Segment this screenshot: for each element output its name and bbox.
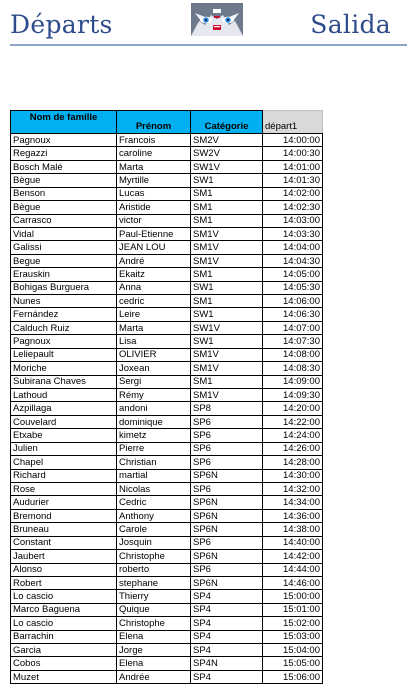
- cell-first-name: Anthony: [117, 509, 191, 522]
- cell-first-name: Cedric: [117, 496, 191, 509]
- cell-last-name: Calduch Ruiz: [11, 321, 117, 334]
- cell-first-name: Jorge: [117, 644, 191, 657]
- cell-first-name: OLIVIER: [117, 348, 191, 361]
- table-row: [11, 644, 323, 657]
- col-header-category: Catégorie: [191, 111, 263, 134]
- col-header-last-name: Nom de famille: [11, 111, 117, 134]
- cell-start-time: 14:08:00: [263, 348, 323, 361]
- header-divider: [10, 44, 407, 46]
- table-row: [11, 550, 323, 563]
- cell-category: SP4: [191, 670, 263, 683]
- cell-category: SM1V: [191, 227, 263, 240]
- cell-last-name: Leliepault: [11, 348, 117, 361]
- cell-category: SP6N: [191, 509, 263, 522]
- cell-category: SM2V: [191, 134, 263, 147]
- cell-last-name: Alonso: [11, 563, 117, 576]
- cell-category: SM1: [191, 295, 263, 308]
- table-row: [11, 214, 323, 227]
- cell-category: SP6: [191, 429, 263, 442]
- table-row: [11, 389, 323, 402]
- cell-first-name: Rémy: [117, 389, 191, 402]
- cell-first-name: Nicolas: [117, 482, 191, 495]
- cell-last-name: Regazzi: [11, 147, 117, 160]
- table-row: [11, 295, 323, 308]
- table-row: [11, 415, 323, 428]
- cell-start-time: 14:02:00: [263, 187, 323, 200]
- cell-first-name: victor: [117, 214, 191, 227]
- cell-last-name: Subirana Chaves: [11, 375, 117, 388]
- cell-start-time: 15:01:00: [263, 603, 323, 616]
- cell-category: SW1V: [191, 160, 263, 173]
- table-row: [11, 469, 323, 482]
- cell-last-name: Lo cascio: [11, 590, 117, 603]
- cell-start-time: 14:06:30: [263, 308, 323, 321]
- table-row: [11, 482, 323, 495]
- cell-last-name: Barrachin: [11, 630, 117, 643]
- cell-category: SP4N: [191, 657, 263, 670]
- table-row: [11, 375, 323, 388]
- cell-start-time: 14:04:30: [263, 254, 323, 267]
- cell-category: SM1V: [191, 241, 263, 254]
- cell-last-name: Bègue: [11, 201, 117, 214]
- cell-category: SP4: [191, 644, 263, 657]
- cell-start-time: 15:06:00: [263, 670, 323, 683]
- table-row: [11, 174, 323, 187]
- cell-first-name: André: [117, 254, 191, 267]
- cell-start-time: 14:40:00: [263, 536, 323, 549]
- cell-last-name: Bruneau: [11, 523, 117, 536]
- cell-first-name: cedric: [117, 295, 191, 308]
- cell-first-name: stephane: [117, 576, 191, 589]
- cell-first-name: Thierry: [117, 590, 191, 603]
- cell-start-time: 14:38:00: [263, 523, 323, 536]
- cell-last-name: Azpillaga: [11, 402, 117, 415]
- cell-start-time: 14:08:30: [263, 362, 323, 375]
- cell-first-name: JEAN LOU: [117, 241, 191, 254]
- cell-last-name: Marco Baguena: [11, 603, 117, 616]
- cell-last-name: Begue: [11, 254, 117, 267]
- table-row: [11, 576, 323, 589]
- cell-start-time: 14:05:30: [263, 281, 323, 294]
- cell-start-time: 14:42:00: [263, 550, 323, 563]
- cell-category: SP6N: [191, 496, 263, 509]
- table-row: [11, 268, 323, 281]
- cell-last-name: Rose: [11, 482, 117, 495]
- cell-category: SM1V: [191, 348, 263, 361]
- cell-last-name: Cobos: [11, 657, 117, 670]
- cell-category: SP4: [191, 590, 263, 603]
- cell-first-name: Josquin: [117, 536, 191, 549]
- cell-first-name: Lisa: [117, 335, 191, 348]
- departs-title: Départs: [10, 10, 113, 39]
- cell-start-time: 14:22:00: [263, 415, 323, 428]
- cell-start-time: 14:01:30: [263, 174, 323, 187]
- cell-first-name: andoni: [117, 402, 191, 415]
- cell-start-time: 14:36:00: [263, 509, 323, 522]
- table-row: [11, 134, 323, 147]
- table-row: [11, 201, 323, 214]
- cell-first-name: Andrée: [117, 670, 191, 683]
- table-row: [11, 523, 323, 536]
- table-row: [11, 496, 323, 509]
- cell-start-time: 14:06:00: [263, 295, 323, 308]
- cell-last-name: Bohigas Burguera: [11, 281, 117, 294]
- table-row: [11, 456, 323, 469]
- table-row: [11, 254, 323, 267]
- table-row: [11, 187, 323, 200]
- cell-last-name: Erauskin: [11, 268, 117, 281]
- table-row: [11, 617, 323, 630]
- cell-category: SW1V: [191, 321, 263, 334]
- cell-category: SM1: [191, 268, 263, 281]
- cell-category: SM1: [191, 201, 263, 214]
- cell-first-name: Marta: [117, 160, 191, 173]
- cell-category: SW1: [191, 174, 263, 187]
- cell-start-time: 14:24:00: [263, 429, 323, 442]
- cell-start-time: 14:46:00: [263, 576, 323, 589]
- cell-start-time: 14:01:00: [263, 160, 323, 173]
- table-row: [11, 335, 323, 348]
- cell-category: SW1: [191, 335, 263, 348]
- cell-start-time: 14:44:00: [263, 563, 323, 576]
- cell-first-name: Elena: [117, 630, 191, 643]
- cell-category: SP4: [191, 617, 263, 630]
- cell-category: SM1: [191, 214, 263, 227]
- cell-start-time: 14:07:00: [263, 321, 323, 334]
- cell-last-name: Bosch Malé: [11, 160, 117, 173]
- cell-start-time: 14:09:00: [263, 375, 323, 388]
- cell-category: SP4: [191, 603, 263, 616]
- cell-category: SP6: [191, 563, 263, 576]
- table-row: [11, 227, 323, 240]
- cell-start-time: 15:03:00: [263, 630, 323, 643]
- cell-first-name: Christophe: [117, 617, 191, 630]
- cell-category: SP6N: [191, 469, 263, 482]
- cell-last-name: Muzet: [11, 670, 117, 683]
- cell-category: SW1: [191, 281, 263, 294]
- cell-category: SP6: [191, 536, 263, 549]
- cell-first-name: dominique: [117, 415, 191, 428]
- cell-last-name: Vidal: [11, 227, 117, 240]
- cell-first-name: Paul-Etienne: [117, 227, 191, 240]
- cell-first-name: roberto: [117, 563, 191, 576]
- cell-category: SP6N: [191, 576, 263, 589]
- cell-category: SM1: [191, 375, 263, 388]
- cell-first-name: caroline: [117, 147, 191, 160]
- cell-category: SP6: [191, 482, 263, 495]
- cell-last-name: Garcia: [11, 644, 117, 657]
- cell-last-name: Fernández: [11, 308, 117, 321]
- cell-start-time: 14:09:30: [263, 389, 323, 402]
- cell-first-name: Elena: [117, 657, 191, 670]
- col-header-first-name: Prénom: [117, 111, 191, 134]
- table-row: [11, 429, 323, 442]
- table-row: [11, 147, 323, 160]
- cell-start-time: 14:05:00: [263, 268, 323, 281]
- cell-last-name: Nunes: [11, 295, 117, 308]
- table-row: [11, 590, 323, 603]
- cell-first-name: Christophe: [117, 550, 191, 563]
- cell-start-time: 15:02:00: [263, 617, 323, 630]
- col-header-start-time: départ1: [263, 111, 323, 134]
- table-row: [11, 402, 323, 415]
- cell-first-name: Ekaitz: [117, 268, 191, 281]
- cell-last-name: Chapel: [11, 456, 117, 469]
- cell-start-time: 14:04:00: [263, 241, 323, 254]
- cell-last-name: Etxabe: [11, 429, 117, 442]
- cell-last-name: Lo cascio: [11, 617, 117, 630]
- cell-category: SM1V: [191, 362, 263, 375]
- cell-start-time: 14:32:00: [263, 482, 323, 495]
- cell-start-time: 14:03:00: [263, 214, 323, 227]
- table-row: [11, 670, 323, 683]
- table-row: [11, 160, 323, 173]
- table-row: [11, 603, 323, 616]
- table-row: [11, 321, 323, 334]
- cell-last-name: Pagnoux: [11, 134, 117, 147]
- table-body: [11, 134, 323, 684]
- cell-last-name: Carrasco: [11, 214, 117, 227]
- cell-first-name: Francois: [117, 134, 191, 147]
- cell-first-name: Pierre: [117, 442, 191, 455]
- table-row: [11, 536, 323, 549]
- cell-category: SP6N: [191, 523, 263, 536]
- cell-last-name: Moriche: [11, 362, 117, 375]
- salida-title: Salida: [310, 10, 391, 39]
- cell-category: SP6: [191, 456, 263, 469]
- cell-last-name: Jaubert: [11, 550, 117, 563]
- cell-start-time: 14:00:30: [263, 147, 323, 160]
- cell-last-name: Lathoud: [11, 389, 117, 402]
- cell-start-time: 15:04:00: [263, 644, 323, 657]
- table-row: [11, 630, 323, 643]
- cell-last-name: Julien: [11, 442, 117, 455]
- cell-category: SM1V: [191, 254, 263, 267]
- cell-start-time: 15:05:00: [263, 657, 323, 670]
- cell-last-name: Constant: [11, 536, 117, 549]
- cell-last-name: Benson: [11, 187, 117, 200]
- cell-start-time: 15:00:00: [263, 590, 323, 603]
- cell-first-name: Lucas: [117, 187, 191, 200]
- cell-start-time: 14:02:30: [263, 201, 323, 214]
- cell-last-name: Couvelard: [11, 415, 117, 428]
- cell-first-name: Aristide: [117, 201, 191, 214]
- table-row: [11, 563, 323, 576]
- cell-start-time: 14:28:00: [263, 456, 323, 469]
- cell-first-name: Carole: [117, 523, 191, 536]
- cell-start-time: 14:03:30: [263, 227, 323, 240]
- cell-last-name: Bremond: [11, 509, 117, 522]
- cell-first-name: Anna: [117, 281, 191, 294]
- table-row: [11, 442, 323, 455]
- table-row: [11, 308, 323, 321]
- table-row: [11, 362, 323, 375]
- cell-category: SP6: [191, 415, 263, 428]
- cell-category: SM1: [191, 187, 263, 200]
- cell-start-time: 14:20:00: [263, 402, 323, 415]
- cell-category: SP6N: [191, 550, 263, 563]
- cell-category: SM1V: [191, 389, 263, 402]
- cell-first-name: Myrtille: [117, 174, 191, 187]
- table-row: [11, 657, 323, 670]
- table-header-row: [11, 111, 323, 134]
- cell-last-name: Richard: [11, 469, 117, 482]
- wolf-eyes-race-logo-icon: [191, 3, 243, 36]
- cell-start-time: 14:07:30: [263, 335, 323, 348]
- cell-start-time: 14:30:00: [263, 469, 323, 482]
- cell-first-name: Marta: [117, 321, 191, 334]
- cell-start-time: 14:34:00: [263, 496, 323, 509]
- cell-category: SP4: [191, 630, 263, 643]
- cell-first-name: Joxean: [117, 362, 191, 375]
- cell-category: SW1: [191, 308, 263, 321]
- table-row: [11, 281, 323, 294]
- cell-last-name: Bègue: [11, 174, 117, 187]
- cell-last-name: Audurier: [11, 496, 117, 509]
- cell-last-name: Pagnoux: [11, 335, 117, 348]
- table-row: [11, 241, 323, 254]
- cell-start-time: 14:26:00: [263, 442, 323, 455]
- cell-first-name: Sergi: [117, 375, 191, 388]
- cell-category: SP8: [191, 402, 263, 415]
- cell-first-name: kimetz: [117, 429, 191, 442]
- cell-first-name: Christian: [117, 456, 191, 469]
- cell-start-time: 14:00:00: [263, 134, 323, 147]
- cell-last-name: Galissi: [11, 241, 117, 254]
- table-row: [11, 348, 323, 361]
- cell-last-name: Robert: [11, 576, 117, 589]
- cell-first-name: martial: [117, 469, 191, 482]
- start-list-table: [10, 110, 323, 684]
- cell-first-name: Quique: [117, 603, 191, 616]
- cell-category: SW2V: [191, 147, 263, 160]
- table-row: [11, 509, 323, 522]
- cell-first-name: Leire: [117, 308, 191, 321]
- cell-category: SP6: [191, 442, 263, 455]
